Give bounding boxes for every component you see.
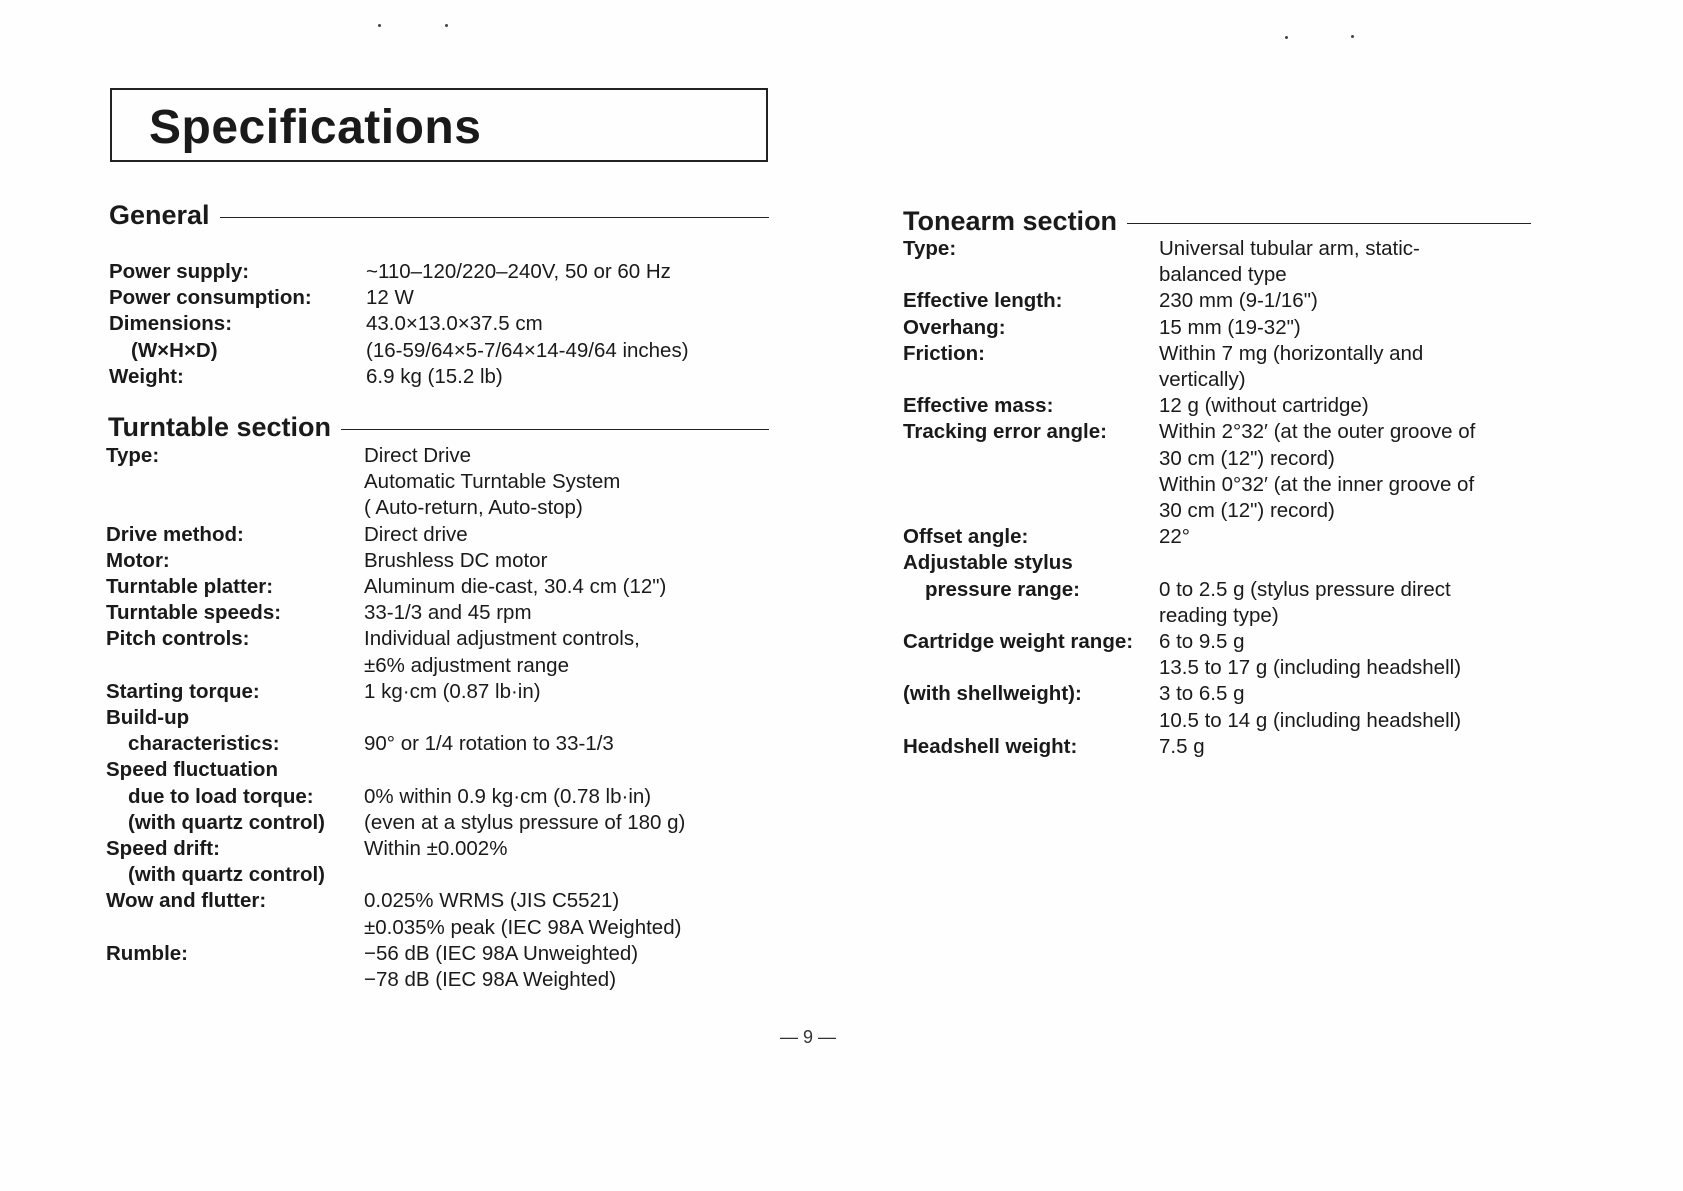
spec-label: Offset angle:	[903, 525, 1029, 549]
spec-label: characteristics:	[128, 732, 280, 756]
spec-row	[903, 734, 1503, 760]
spec-row	[106, 443, 746, 469]
spec-value: 12 W	[366, 286, 414, 310]
spec-row	[106, 757, 746, 783]
scan-speck	[1351, 35, 1354, 38]
spec-value: 0% within 0.9 kg·cm (0.78 lb·in)	[364, 784, 652, 808]
spec-label: Wow and flutter:	[106, 889, 267, 913]
spec-label: Adjustable stylus	[903, 551, 1073, 575]
spec-value: 0.025% WRMS (JIS C5521)	[364, 889, 620, 913]
spec-row	[106, 941, 746, 967]
spec-value: 15 mm (19-32")	[1159, 315, 1301, 339]
spec-value: 13.5 to 17 g (including headshell)	[1159, 656, 1462, 680]
spec-row	[903, 262, 1503, 288]
spec-label: Turntable platter:	[106, 575, 274, 599]
spec-value	[364, 705, 746, 731]
spec-label: Effective mass:	[903, 394, 1054, 418]
spec-value: reading type)	[1159, 603, 1279, 627]
spec-label	[106, 495, 364, 521]
spec-row	[903, 288, 1503, 314]
spec-row	[903, 681, 1503, 707]
spec-row	[106, 522, 746, 548]
section-rule	[220, 217, 769, 218]
spec-label: due to load torque:	[128, 784, 314, 808]
spec-label	[903, 472, 1159, 498]
spec-value: Brushless DC motor	[364, 548, 548, 572]
spec-row	[106, 548, 746, 574]
spec-row	[903, 498, 1503, 524]
scan-speck	[1285, 36, 1288, 39]
spec-label: Motor:	[106, 548, 170, 572]
spec-row	[106, 862, 746, 888]
spec-value: ~110–120/220–240V, 50 or 60 Hz	[366, 260, 671, 283]
title-box	[110, 88, 768, 162]
turntable-spec-table	[106, 443, 746, 993]
spec-label: (W×H×D)	[131, 338, 218, 362]
section-title: Turntable section	[108, 412, 332, 442]
spec-value: −56 dB (IEC 98A Unweighted)	[364, 941, 639, 965]
spec-label	[106, 915, 364, 941]
spec-label: Power consumption:	[109, 286, 312, 310]
page-title: Specifications	[149, 101, 482, 154]
spec-row	[106, 810, 746, 836]
spec-value: Within 2°32′ (at the outer groove of	[1159, 420, 1476, 444]
spec-value: Within 7 mg (horizontally and	[1159, 341, 1424, 365]
spec-label: (with shellweight):	[903, 682, 1082, 706]
spec-value: vertically)	[1159, 368, 1246, 392]
spec-label: Weight:	[109, 364, 184, 388]
spec-value: (16-59/64×5-7/64×14-49/64 inches)	[366, 338, 689, 362]
spec-row	[903, 655, 1503, 681]
spec-row	[106, 705, 746, 731]
spec-label	[903, 603, 1159, 629]
spec-value: balanced type	[1159, 263, 1287, 287]
spec-value: ±0.035% peak (IEC 98A Weighted)	[364, 915, 682, 939]
spec-value: 33-1/3 and 45 rpm	[364, 601, 532, 625]
spec-row	[903, 419, 1503, 445]
spec-value: 6.9 kg (15.2 lb)	[366, 364, 503, 388]
spec-value: 30 cm (12") record)	[1159, 499, 1335, 523]
spec-row	[903, 629, 1503, 655]
tonearm-spec-table	[903, 236, 1503, 760]
section-tonearm-heading	[903, 206, 1531, 237]
spec-label	[903, 498, 1159, 524]
general-spec-table	[109, 259, 729, 390]
spec-row	[106, 915, 746, 941]
spec-value	[364, 862, 746, 888]
section-general-heading	[109, 200, 769, 231]
spec-value: ( Auto-return, Auto-stop)	[364, 496, 583, 520]
spec-row	[106, 653, 746, 679]
spec-value: 0 to 2.5 g (stylus pressure direct	[1159, 577, 1451, 601]
spec-label	[903, 655, 1159, 681]
spec-label	[106, 653, 364, 679]
spec-value: Direct drive	[364, 522, 468, 546]
spec-label: Drive method:	[106, 522, 244, 546]
section-title: General	[109, 200, 210, 230]
spec-value: 7.5 g	[1159, 734, 1205, 758]
spec-value	[364, 757, 746, 783]
spec-label: Friction:	[903, 341, 985, 365]
scan-speck	[445, 24, 448, 27]
spec-value: Within ±0.002%	[364, 837, 508, 861]
spec-label: Type:	[106, 444, 160, 467]
section-turntable-heading	[108, 412, 769, 443]
spec-row	[903, 524, 1503, 550]
spec-label: Effective length:	[903, 289, 1063, 313]
spec-label: Rumble:	[106, 941, 188, 965]
spec-label: Starting torque:	[106, 679, 260, 703]
spec-value: Individual adjustment controls,	[364, 627, 640, 651]
spec-label	[903, 708, 1159, 734]
spec-label: Headshell weight:	[903, 734, 1078, 758]
spec-label	[903, 446, 1159, 472]
section-rule	[341, 429, 769, 430]
spec-label: Cartridge weight range:	[903, 630, 1134, 654]
spec-label: Overhang:	[903, 315, 1006, 339]
scan-speck	[378, 24, 381, 27]
spec-row	[106, 626, 746, 652]
spec-label: Tracking error angle:	[903, 420, 1107, 444]
spec-label: Power supply:	[109, 260, 250, 283]
spec-row	[903, 472, 1503, 498]
spec-label: Turntable speeds:	[106, 601, 282, 625]
spec-row	[903, 603, 1503, 629]
page-number: — 9 —	[780, 1027, 837, 1047]
spec-row	[903, 367, 1503, 393]
spec-label: Dimensions:	[109, 312, 233, 336]
spec-label: pressure range:	[925, 577, 1080, 601]
spec-label: Build-up	[106, 706, 190, 730]
spec-row	[903, 550, 1503, 576]
spec-label: Speed drift:	[106, 837, 220, 861]
spec-value: 1 kg·cm (0.87 lb·in)	[364, 679, 541, 703]
spec-row	[903, 577, 1503, 603]
spec-row	[903, 446, 1503, 472]
spec-value: −78 dB (IEC 98A Weighted)	[364, 968, 617, 992]
spec-label	[106, 469, 364, 495]
spec-row	[109, 259, 729, 285]
spec-label	[903, 262, 1159, 288]
spec-value: Direct Drive	[364, 444, 472, 467]
spec-value: 230 mm (9-1/16")	[1159, 289, 1318, 313]
spec-value: 43.0×13.0×37.5 cm	[366, 312, 543, 336]
spec-label: Pitch controls:	[106, 627, 250, 651]
spec-value: 3 to 6.5 g	[1159, 682, 1245, 706]
spec-row	[903, 236, 1503, 262]
spec-row	[106, 836, 746, 862]
spec-value: 22°	[1159, 525, 1191, 549]
spec-value: Automatic Turntable System	[364, 470, 621, 494]
spec-value: (even at a stylus pressure of 180 g)	[364, 810, 686, 834]
spec-value: Universal tubular arm, static-	[1159, 237, 1420, 260]
spec-value: Within 0°32′ (at the inner groove of	[1159, 472, 1475, 496]
spec-value: ±6% adjustment range	[364, 653, 569, 677]
spec-row	[903, 708, 1503, 734]
spec-value: 6 to 9.5 g	[1159, 630, 1245, 654]
spec-row	[109, 364, 729, 390]
spec-row	[903, 315, 1503, 341]
spec-row	[903, 341, 1503, 367]
spec-value: 90° or 1/4 rotation to 33-1/3	[364, 732, 614, 756]
spec-value	[1159, 550, 1503, 576]
spec-label: (with quartz control)	[128, 810, 326, 834]
spec-row	[106, 967, 746, 993]
spec-value: 12 g (without cartridge)	[1159, 394, 1369, 418]
spec-row	[109, 338, 729, 364]
spec-label	[903, 367, 1159, 393]
spec-value: 10.5 to 14 g (including headshell)	[1159, 708, 1462, 732]
spec-value: Aluminum die-cast, 30.4 cm (12")	[364, 575, 667, 599]
spec-label	[106, 967, 364, 993]
spec-row	[109, 311, 729, 337]
spec-value: 30 cm (12") record)	[1159, 446, 1335, 470]
section-rule	[1127, 223, 1531, 224]
spec-row	[903, 393, 1503, 419]
spec-row	[106, 784, 746, 810]
spec-label: Speed fluctuation	[106, 758, 278, 782]
spec-label: (with quartz control)	[128, 863, 326, 887]
spec-label: Type:	[903, 237, 957, 260]
spec-row	[106, 679, 746, 705]
spec-row	[109, 285, 729, 311]
section-title: Tonearm section	[903, 206, 1118, 236]
spec-row	[106, 731, 746, 757]
spec-row	[106, 600, 746, 626]
spec-row	[106, 495, 746, 521]
spec-row	[106, 469, 746, 495]
spec-row	[106, 888, 746, 914]
spec-row	[106, 574, 746, 600]
